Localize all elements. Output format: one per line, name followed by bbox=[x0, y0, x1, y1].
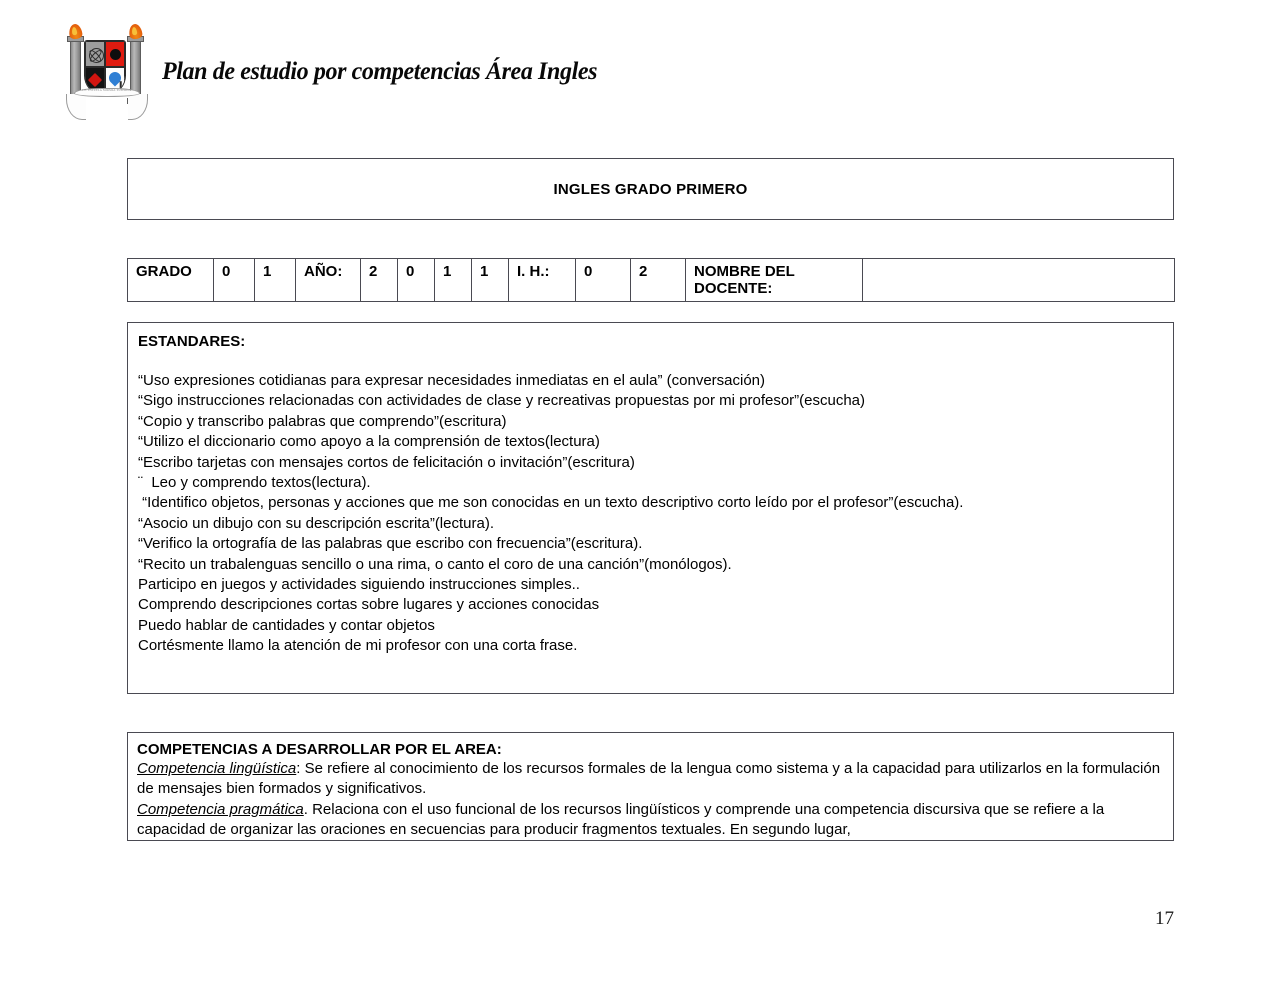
cell-docente-label: NOMBRE DEL DOCENTE: bbox=[686, 259, 863, 302]
estandares-line: “Identifico objetos, personas y acciones que me son conocidas en un texto descriptivo corto leído por el profesor”(escucha). bbox=[138, 494, 964, 512]
letterhead bbox=[64, 22, 615, 122]
cell-anio-digit-4[interactable]: 1 bbox=[472, 259, 509, 302]
cell-ih-digit-1[interactable]: 0 bbox=[576, 259, 631, 302]
competencia-pragmatica-term: Competencia pragmática bbox=[137, 800, 304, 818]
estandares-line: “Recito un trabalenguas sencillo o una rima, o canto el coro de una canción”(monólogos). bbox=[138, 555, 732, 573]
estandares-line: “Escribo tarjetas con mensajes cortos de felicitación o invitación”(escritura) bbox=[138, 453, 635, 471]
estandares-line: Puedo hablar de cantidades y contar objetos bbox=[138, 616, 435, 634]
blue-droplet-icon bbox=[107, 70, 124, 87]
cell-docente-value[interactable] bbox=[863, 259, 1175, 302]
estandares-line: Cortésmente llamo la atención de mi profesor con una corta frase. bbox=[138, 637, 578, 655]
ribbon-motto-text: I.E. ESCUELA NORMAL SUPERIOR bbox=[82, 89, 132, 92]
table-row bbox=[128, 259, 1175, 302]
black-circle-icon bbox=[110, 49, 121, 60]
estandares-line: “Verifico la ortografía de las palabras que escribo con frecuencia”(escritura). bbox=[138, 535, 643, 553]
ribbon-tail-right bbox=[128, 94, 148, 120]
estandares-line: Participo en juegos y actividades siguiendo instrucciones simples.. bbox=[138, 576, 580, 594]
flame-icon-right bbox=[128, 23, 143, 40]
competencia-linguistica-term: Competencia lingüística bbox=[137, 760, 297, 777]
estandares-line: “Asocio un dibujo con su descripción escrita”(lectura). bbox=[138, 514, 494, 532]
estandares-line: “Uso expresiones cotidianas para expresar necesidades inmediatas en el aula” (conversación) bbox=[138, 372, 766, 389]
cell-ih-digit-2[interactable]: 2 bbox=[631, 259, 686, 302]
spacer bbox=[138, 351, 1163, 371]
ribbon-tail-left bbox=[66, 94, 86, 120]
cell-anio-digit-3[interactable]: 1 bbox=[435, 259, 472, 302]
atom-icon bbox=[89, 48, 104, 63]
shield-quadrant-top-left bbox=[85, 41, 105, 67]
estandares-line: “Sigo instrucciones relacionadas con actividades de clase y recreativas propuestas por mi profesor”(escucha) bbox=[138, 392, 866, 410]
school-crest-logo bbox=[64, 22, 150, 122]
estandares-line: “Utilizo el diccionario como apoyo a la comprensión de textos(lectura) bbox=[138, 433, 600, 451]
cell-ih-label: I. H.: bbox=[509, 259, 576, 302]
crest-ribbon-banner bbox=[64, 88, 150, 122]
red-diamond-icon bbox=[88, 73, 102, 87]
competencia-linguistica-paragraph bbox=[137, 759, 1164, 800]
cell-grado-digit-2[interactable]: 1 bbox=[255, 259, 296, 302]
competencias-box bbox=[127, 732, 1174, 841]
competencia-linguistica-text: : Se refiere al conocimiento de los recursos formales de la lengua como sistema y a la capacidad para utilizarlos en la formulación de mensajes bien formados y significativos. bbox=[137, 760, 1161, 798]
flame-icon-left bbox=[68, 23, 83, 40]
estandares-heading: ESTANDARES: bbox=[138, 333, 246, 350]
grado-info-table bbox=[127, 258, 1175, 302]
cell-anio-label: AÑO: bbox=[296, 259, 361, 302]
document-title-box bbox=[127, 158, 1174, 220]
cell-anio-digit-2[interactable]: 0 bbox=[398, 259, 435, 302]
estandares-line: Comprendo descripciones cortas sobre lugares y acciones conocidas bbox=[138, 596, 600, 614]
page-number: 17 bbox=[1155, 908, 1174, 929]
estandares-line: ¨ Leo y comprendo textos(lectura). bbox=[138, 474, 371, 492]
cell-anio-digit-1[interactable]: 2 bbox=[361, 259, 398, 302]
page-title: INGLES GRADO PRIMERO bbox=[553, 180, 748, 198]
shield-quadrant-top-right bbox=[105, 41, 125, 67]
competencia-pragmatica-text: . Relaciona con el uso funcional de los recursos lingüísticos y comprende una competencia discursiva que se refiere a la capacidad de organizar las oraciones en secuencias para producir fragmentos textuales. En segundo lugar, bbox=[137, 800, 1105, 839]
competencias-heading: COMPETENCIAS A DESARROLLAR POR EL AREA: bbox=[137, 741, 502, 758]
cell-grado-digit-1[interactable]: 0 bbox=[214, 259, 255, 302]
competencia-pragmatica-paragraph bbox=[137, 800, 1164, 841]
estandares-line: “Copio y transcribo palabras que comprendo”(escritura) bbox=[138, 412, 507, 430]
letterhead-title: Plan de estudio por competencias Área Ingles bbox=[162, 58, 598, 85]
crest-shield bbox=[84, 40, 126, 94]
estandares-box bbox=[127, 322, 1174, 694]
cell-grado-label: GRADO bbox=[128, 259, 214, 302]
